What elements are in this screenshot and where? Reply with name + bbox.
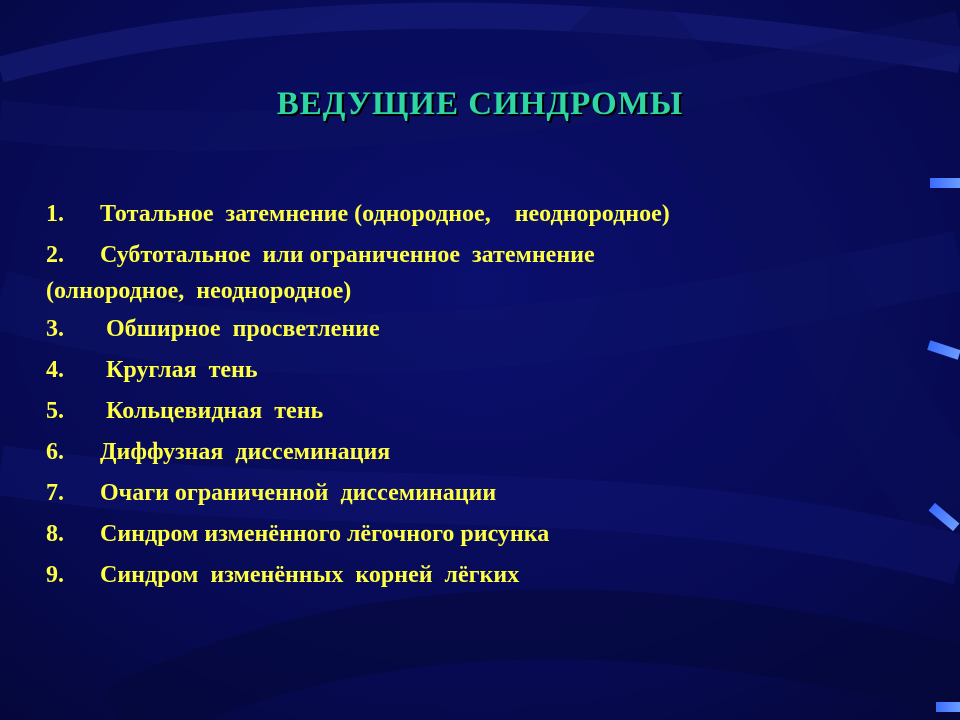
item-number: 9. [46, 562, 64, 588]
list-item [46, 196, 926, 232]
item-number: 7. [46, 480, 64, 506]
item-text: Синдром изменённого лёгочного рисунка [100, 521, 550, 547]
item-text: Диффузная диссеминация [100, 439, 391, 465]
item-number: 4. [46, 357, 64, 383]
item-number: 8. [46, 521, 64, 547]
item-text-continued: (олнородное, неоднородное) [46, 278, 352, 304]
list-item [46, 557, 926, 593]
item-text: Тотальное затемнение (однородное, неоднородное) [100, 201, 670, 227]
item-text: Субтотальное или ограниченное затемнение [100, 242, 595, 268]
list-item [46, 311, 926, 347]
accent-bar-4 [936, 702, 960, 712]
list-item [46, 393, 926, 429]
accent-bar-1 [930, 178, 960, 188]
item-number: 6. [46, 439, 64, 465]
item-number: 5. [46, 398, 64, 424]
item-number: 1. [46, 201, 64, 227]
syndrome-list [46, 196, 926, 598]
item-text: Синдром изменённых корней лёгких [100, 562, 520, 588]
list-item [46, 516, 926, 552]
list-item [46, 475, 926, 511]
item-text: Кольцевидная тень [100, 398, 324, 424]
slide-title: ВЕДУЩИЕ СИНДРОМЫ [276, 86, 684, 122]
item-number: 2. [46, 242, 64, 268]
item-text: Очаги ограниченной диссеминации [100, 480, 497, 506]
item-text: Обширное просветление [100, 316, 380, 342]
list-item [46, 352, 926, 388]
list-item [46, 434, 926, 470]
list-item [46, 237, 926, 309]
item-text: Круглая тень [100, 357, 258, 383]
item-number: 3. [46, 316, 64, 342]
